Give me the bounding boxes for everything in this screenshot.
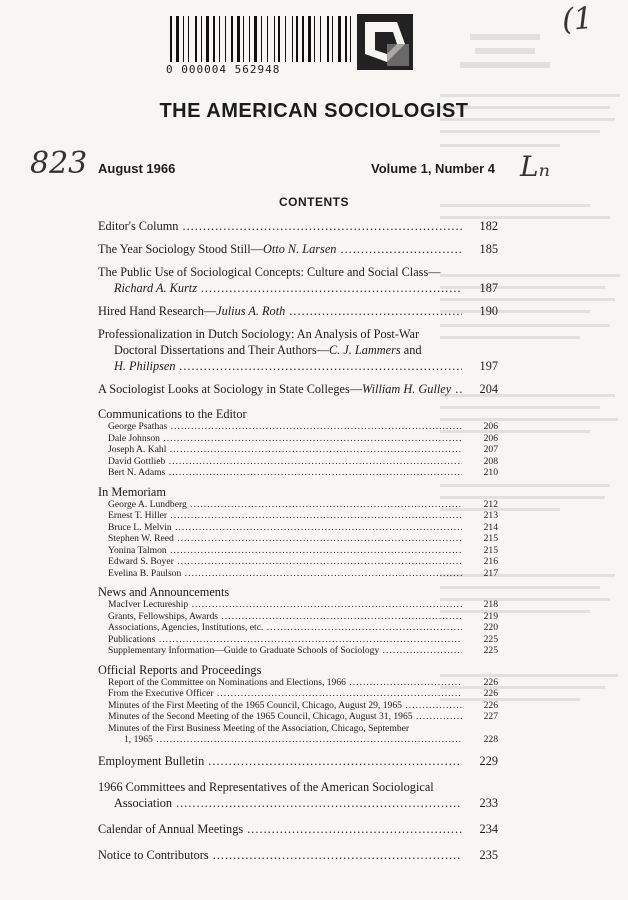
toc-title-block [98,326,462,358]
issue-date: August 1966 [98,161,176,176]
toc-entry-dutch-sociology [98,326,498,374]
toc-entry-employment [98,753,498,769]
toc-page: 206 [483,432,498,444]
toc-page: 226 [483,688,498,699]
toc-subtitle: George A. Lundberg ..... [108,499,462,511]
toc-subtitle: Bert N. Adams ..... [108,467,462,479]
toc-entry-hired-hand [98,303,498,319]
toc-subentry [108,711,498,723]
toc-subentry [108,688,498,700]
toc-subentry [108,599,498,611]
toc-subtitle: Minutes of the First Business Meeting of the Association, Chicago, September [108,722,410,734]
handwritten-margin-mark: Lₙ [520,150,550,183]
toc-subtitle: Ernest T. Hiller ..... [108,510,462,522]
barcode-bar [302,16,304,62]
toc-page: 228 [483,734,498,745]
toc-sublist [98,421,498,479]
toc-page: 217 [483,567,498,579]
toc-section-heading: Official Reports and Proceedings [98,662,262,677]
barcode-bar [254,16,257,62]
toc-author: H. Philipsen ..... [98,358,462,374]
toc-page: 212 [483,498,498,510]
toc-subtitle: Report of the Committee on Nominations and Elections, 1966 ..... [108,677,462,689]
toc-title-cont: Association ..... [98,795,462,811]
toc-page: 229 [479,753,498,768]
barcode-bar [261,16,262,62]
toc-subentry [108,467,498,479]
barcode-bar [206,16,209,62]
toc-page: 213 [483,510,498,521]
toc-page: 216 [483,556,498,567]
barcode-bar [332,16,333,62]
toc-author: Otto N. Larsen [263,242,337,256]
toc-title: A Sociologist Looks at Sociology in State Colleges— [98,382,363,396]
handwritten-corner-mark: (1 [560,0,594,39]
barcode-bar [213,16,215,62]
toc-subtitle: David Gottlieb ..... [108,456,462,468]
toc-sublist [98,677,498,723]
toc-page: 226 [483,676,498,688]
toc-page: 190 [479,304,498,318]
toc-page: 235 [479,847,498,862]
toc-section-official [98,663,498,746]
toc-subtitle: Associations, Agencies, Institutions, etc. ..... [108,622,462,634]
barcode-bar [231,16,233,62]
toc-subentry-business-meeting [108,723,498,746]
barcode-bar [267,16,268,62]
toc-subtitle: Grants, Fellowships, Awards ..... [108,611,462,623]
toc-page: 182 [479,219,498,233]
toc-subentry [108,700,498,712]
toc-entry-calendar [98,821,498,837]
toc-subentry [108,533,498,545]
toc-subtitle: Minutes of the Second Meeting of the 1965 Council, Chicago, August 31, 1965 ..... [108,711,462,723]
toc-section-memoriam [98,485,498,580]
issue-volume: Volume 1, Number 4 [371,161,496,176]
toc-title-line [98,303,462,319]
barcode-bar [278,16,280,62]
contents-heading: CONTENTS [279,195,349,209]
toc-subtitle: Stephen W. Reed ..... [108,533,462,545]
toc-subentry [108,444,498,456]
toc-page: 220 [483,622,498,633]
stamp-graphic [357,14,413,70]
toc-page: 234 [479,821,498,836]
toc-title: Employment Bulletin ..... [98,753,462,769]
toc-subtitle: Edward S. Boyer ..... [108,556,462,568]
barcode-bar [170,16,172,62]
toc-page: 185 [479,242,498,256]
barcode-bar [350,16,351,62]
barcode-bar [338,16,341,62]
barcode-bar [237,16,240,62]
barcode-bar [308,16,311,62]
toc-title-line [98,381,462,397]
toc-subentry [108,522,498,534]
toc-page: 187 [479,281,498,295]
toc-page: 215 [483,544,498,556]
barcode-bar [285,16,286,62]
toc-subentry [108,645,498,657]
toc-subentry [108,510,498,522]
barcode-bar [314,16,315,62]
toc-title: Editor's Column ..... [98,218,462,234]
toc-section-heading: In Memoriam [98,484,166,499]
toc-entry-committees [98,779,498,811]
toc-and: and [400,343,422,357]
toc-title: Notice to Contributors ..... [98,847,462,863]
toc-subentry [108,456,498,468]
toc-title: 1966 Committees and Representatives of the American Sociological [98,779,434,794]
toc-subtitle: Evelina B. Paulson ..... [108,568,462,580]
toc-title: Hired Hand Research— [98,304,217,318]
toc-subentry [108,433,498,445]
toc-subtitle: Minutes of the First Meeting of the 1965 Council, Chicago, August 29, 1965 ..... [108,700,462,712]
barcode-bar [176,16,179,62]
toc-entry-state-colleges [98,381,498,397]
barcode-bar [296,16,298,62]
toc-page: 208 [483,455,498,467]
toc-entry-public-use [98,264,498,296]
barcode-bar [345,16,347,62]
toc-entry-editors-column [98,218,498,234]
toc-sublist [98,499,498,580]
toc-subentry [108,421,498,433]
toc-section-heading: Communications to the Editor [98,407,247,421]
toc-subtitle: Bruce L. Melvin ..... [108,522,462,534]
toc-page: 206 [483,421,498,432]
barcode-bar [225,16,226,62]
toc-title: Calendar of Annual Meetings ..... [98,821,462,837]
barcode-bar [243,16,244,62]
toc-subentry [108,611,498,623]
barcode-bar [249,16,250,62]
toc-subtitle: Supplementary Information—Guide to Graduate Schools of Sociology ..... [108,645,462,657]
toc-section-news [98,585,498,657]
toc-title-line [98,241,462,257]
barcode-bar [320,16,321,62]
toc-subentry [108,677,498,689]
toc-author: Julius A. Roth [216,304,286,318]
toc-subentry [108,634,498,646]
toc-subtitle: From the Executive Officer ..... [108,688,462,700]
toc-page: 225 [483,633,498,645]
toc-title: The Public Use of Sociological Concepts: Culture and Social Class— [98,265,441,279]
barcode-bar [327,16,329,62]
barcode-bar [292,16,293,62]
toc-subtitle: MacIver Lectureship ..... [108,599,462,611]
toc-subentry [108,556,498,568]
toc-page: 226 [483,699,498,711]
toc-page: 215 [483,533,498,544]
toc-subtitle: Yonina Talmon ..... [108,545,462,557]
toc-page: 210 [483,467,498,478]
barcode-bar [201,16,202,62]
toc-section-communications [98,407,498,479]
barcode-bar [195,16,197,62]
toc-sublist [98,599,498,657]
toc-page: 197 [479,359,498,373]
barcode-number: 0 000004 562948 [166,63,281,76]
toc-page: 227 [483,711,498,722]
table-of-contents [98,218,498,863]
barcode-bar [219,16,220,62]
toc-subtitle: Publications ..... [108,634,462,646]
toc-subtitle: Dale Johnson ..... [108,433,462,445]
barcode-bar [188,16,189,62]
toc-subtitle-cont: 1, 1965 ..... [108,734,462,746]
toc-page: 204 [479,382,498,396]
toc-page: 207 [483,444,498,455]
toc-subentry [108,545,498,557]
journal-title: THE AMERICAN SOCIOLOGIST [159,100,469,122]
barcode-bar [274,16,275,62]
toc-entry-contributors [98,847,498,863]
toc-page: 225 [483,645,498,656]
handwritten-margin-number: 823 [30,146,88,181]
barcode-bar [183,16,184,62]
toc-author: Richard A. Kurtz ..... [98,280,462,296]
toc-subentry [108,499,498,511]
toc-title: The Year Sociology Stood Still— [98,242,263,256]
toc-page: 214 [483,521,498,533]
toc-page: 218 [483,599,498,610]
toc-author: William H. Gulley [362,382,452,396]
toc-page: 219 [483,610,498,622]
toc-subtitle: George Psathas ..... [108,421,462,433]
toc-title: Professionalization in Dutch Sociology: An Analysis of Post-War Doctoral Dissertations and Their Authors— [98,327,420,357]
toc-section-heading: News and Announcements [98,585,230,599]
toc-page: 233 [479,795,498,810]
toc-entry-year-sociology [98,241,498,257]
toc-subentry [108,622,498,634]
toc-author: C. J. Lammers [328,343,401,357]
library-stamp-logo [357,14,413,70]
toc-subentry [108,568,498,580]
toc-subtitle: Joseph A. Kahl ..... [108,444,462,456]
